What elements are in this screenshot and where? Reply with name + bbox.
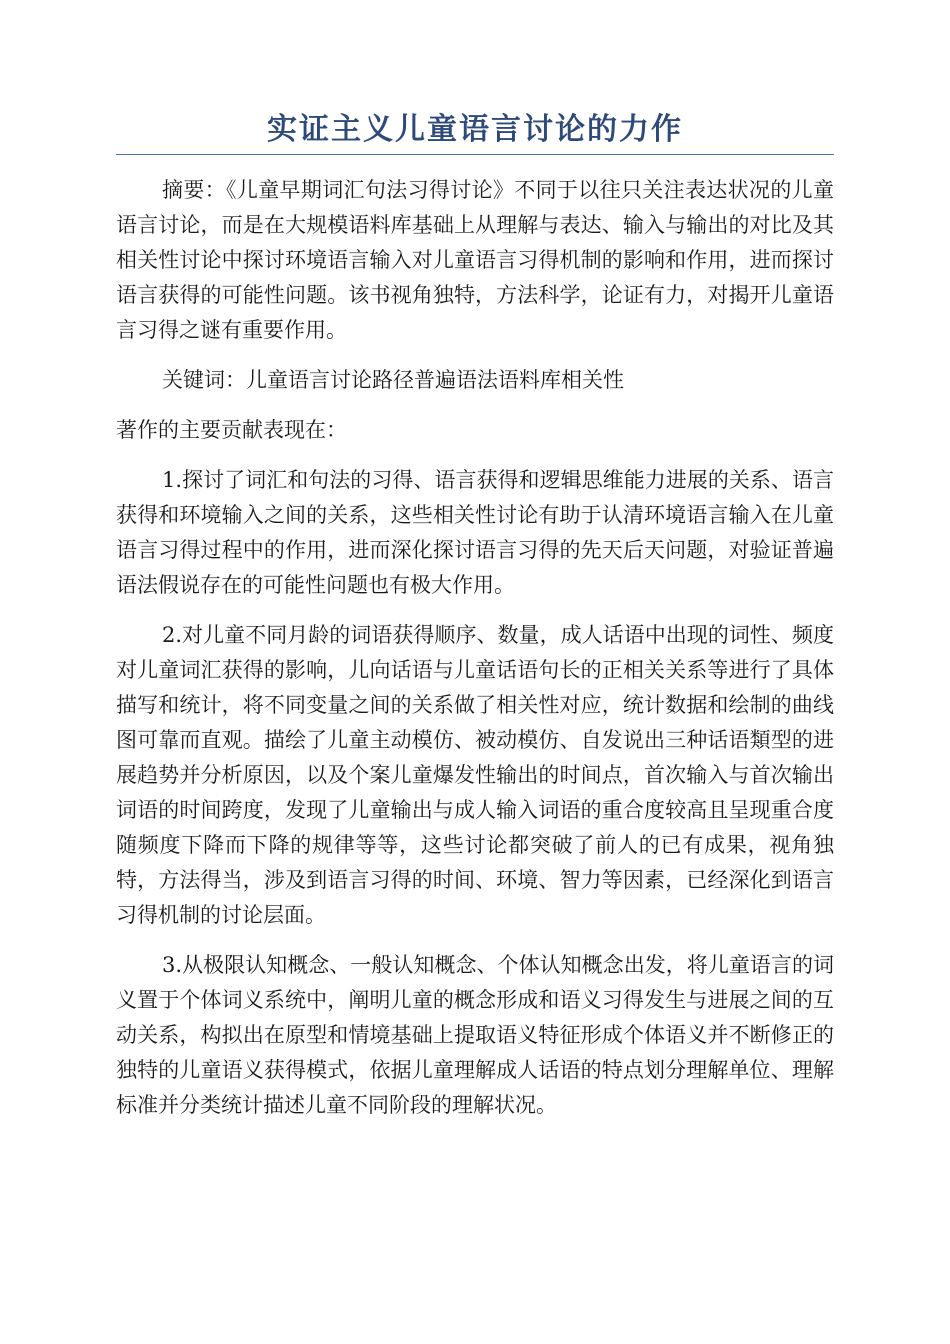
abstract-paragraph: 摘要：《儿童早期词汇句法习得讨论》不同于以往只关注表达状况的儿童语言讨论，而是在大规模语料库基础上从理解与表达、输入与输出的对比及其相关性讨论中探讨环境语言输入对儿童语言习得机制的影响和作用，进而探讨语言获得的可能性问题。该书视角独特，方法科学，论证有力，对揭开儿童语言习得之谜有重要作用。 xyxy=(116,178,834,342)
contributions-intro: 著作的主要贡献表现在： xyxy=(116,418,347,442)
document-page xyxy=(116,108,834,1138)
contribution-point-1: 1.探讨了词汇和句法的习得、语言获得和逻辑思维能力进展的关系、语言获得和环境输入之间的关系，这些相关性讨论有助于认清环境语言输入在儿童语言习得过程中的作用，进而深化探讨语言习得的先天后天问题，对验证普遍语法假说存在的可能性问题也有极大作用。 xyxy=(116,468,834,597)
keywords-paragraph: 关键词：儿童语言讨论路径普遍语法语料库相关性 xyxy=(162,368,624,392)
contribution-point-3: 3.从极限认知概念、一般认知概念、个体认知概念出发，将儿童语言的词义置于个体词义系统中，阐明儿童的概念形成和语义习得发生与进展之间的互动关系，构拟出在原型和情境基础上提取语义特征形成个体语义并不断修正的独特的儿童语义获得模式，依据儿童理解成人话语的特点划分理解单位、理解标准并分类统计描述儿童不同阶段的理解状况。 xyxy=(116,953,834,1117)
contribution-point-2: 2.对儿童不同月龄的词语获得顺序、数量，成人话语中出现的词性、频度对儿童词汇获得的影响，儿向话语与儿童话语句长的正相关关系等进行了具体描写和统计，将不同变量之间的关系做了相关性对应，统计数据和绘制的曲线图可靠而直观。描绘了儿童主动模仿、被动模仿、自发说出三种话语類型的进展趋势并分析原因，以及个案儿童爆发性输出的时间点，首次输入与首次输出词语的时间跨度，发现了儿童输出与成人输入词语的重合度较高且呈现重合度随频度下降而下降的规律等等，这些讨论都突破了前人的已有成果，视角独特，方法得当，涉及到语言习得的时间、环境、智力等因素，已经深化到语言习得机制的讨论层面。 xyxy=(116,623,834,927)
document-title: 实证主义儿童语言讨论的力作 xyxy=(267,112,683,147)
title-underline xyxy=(116,154,834,155)
